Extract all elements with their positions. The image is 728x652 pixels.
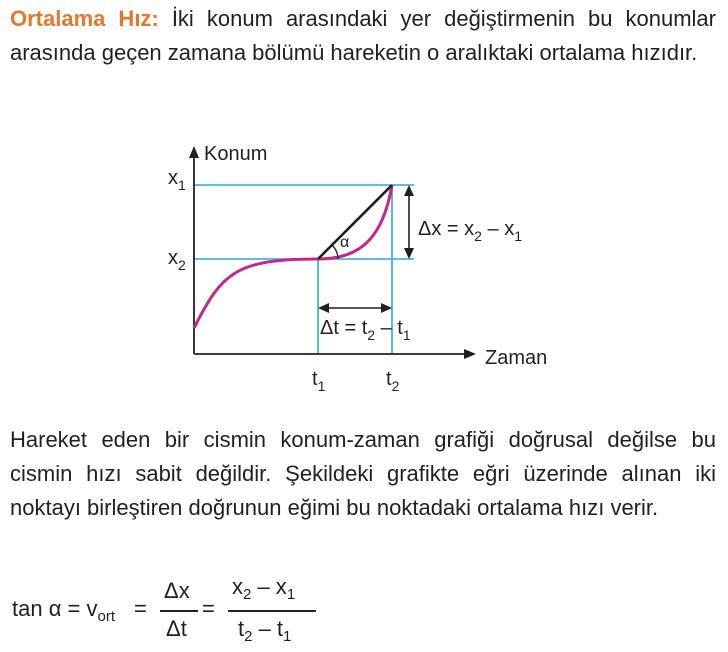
delta-t-label: $\Delta t = t_2 - t_1$ bbox=[320, 317, 411, 343]
delta-x-label: $\Delta x = x_2 - x_1$ bbox=[418, 218, 522, 244]
frac2-numerator: $x_2 - x_1$ bbox=[232, 574, 296, 603]
y-axis-arrow-icon bbox=[189, 146, 199, 158]
frac2-denominator: $t_2 - t_1$ bbox=[238, 616, 292, 645]
position-curve bbox=[194, 185, 392, 328]
frac1-line bbox=[160, 610, 198, 612]
angle-label: α bbox=[340, 234, 350, 251]
section-heading: Ortalama Hız: bbox=[10, 6, 159, 31]
definition-paragraph bbox=[10, 2, 716, 70]
y-axis-label: Konum bbox=[204, 143, 268, 165]
frac1-numerator: Δx bbox=[164, 578, 190, 603]
delta-x-arrow-down-icon bbox=[404, 248, 414, 259]
x2-label: $x_2$ bbox=[168, 247, 186, 273]
definition-text: İki konum arasındaki yer değiştirmenin bu konumlar arasında geçen zamana bölümü hareketin o aralıktaki ortalama hızıdır. bbox=[10, 6, 716, 65]
t1-label: $t_1$ bbox=[312, 368, 326, 394]
delta-t-arrow-right-icon bbox=[381, 303, 392, 313]
frac2-line bbox=[228, 610, 316, 612]
position-time-graph bbox=[150, 138, 570, 400]
x1-label: $x_1$ bbox=[168, 167, 186, 193]
delta-t-arrow-left-icon bbox=[318, 303, 329, 313]
x-axis-arrow-icon bbox=[464, 349, 476, 359]
explanation-paragraph: Hareket eden bir cismin konum-zaman grafiği doğrusal değilse bu cismin hızı sabit değildir. Şekildeki grafikte eğri üzerinde alınan iki noktayı birleştiren doğrunun eğimi bu noktadaki ortalama hızı verir. bbox=[10, 427, 716, 520]
formula-equals-2: = bbox=[202, 596, 215, 621]
t2-label: $t_2$ bbox=[386, 368, 400, 394]
delta-x-arrow-up-icon bbox=[404, 185, 414, 196]
formula-lhs: $\tan \alpha = v_{ort}$ bbox=[12, 596, 116, 625]
frac1-denominator: Δt bbox=[166, 616, 187, 641]
formula-equals-1: = bbox=[134, 596, 147, 621]
x-axis-label: Zaman bbox=[485, 347, 548, 369]
average-velocity-formula bbox=[12, 572, 352, 648]
